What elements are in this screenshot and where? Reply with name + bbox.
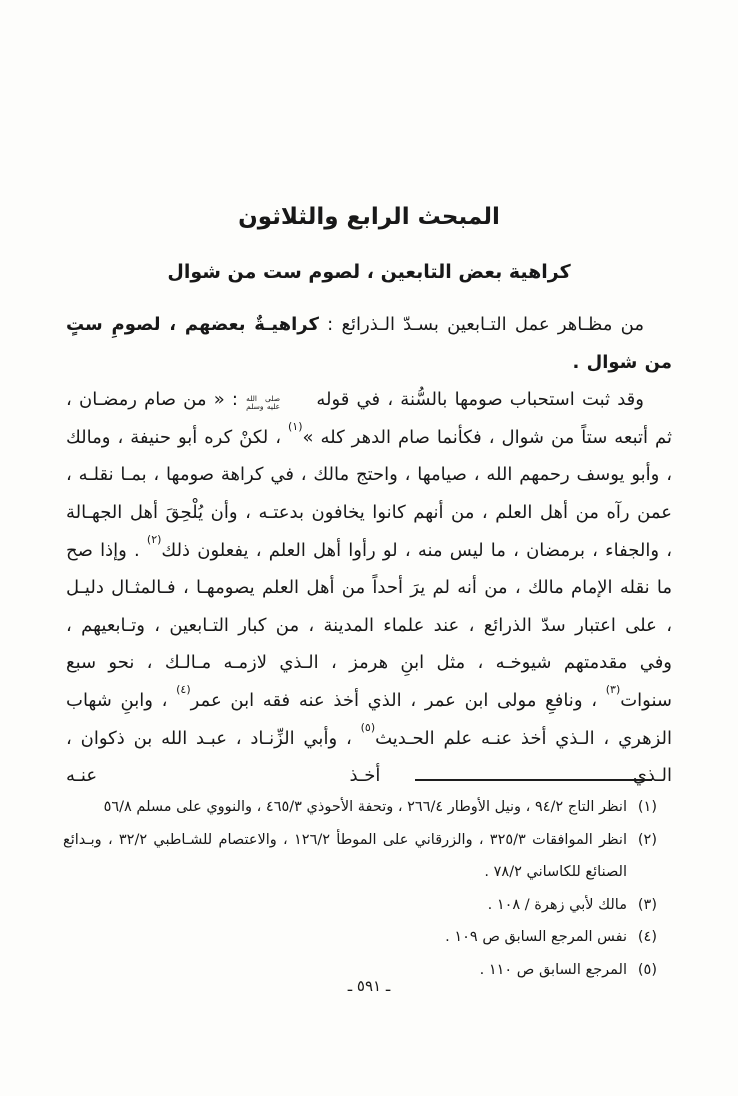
footnote-text: المرجع السابق ص ١١٠ . xyxy=(479,961,627,978)
main-text-1: وقد ثبت استحباب صومها بالسُّنة ، في قوله xyxy=(309,389,644,411)
intro-bold-text: كراهيـةٌ بعضهم ، لصومِ ستٍ من شوال . xyxy=(66,314,672,373)
main-text-2: : « من صام رمضـان ، ثم أتبعه ستاً من شوال ، فكأنما صام الدهر كله » xyxy=(66,389,672,448)
intro-text: من مظـاهر عمل التـابعين بسـدّ الـذرائع : xyxy=(318,314,644,335)
footnote-ref-2: (٢) xyxy=(146,532,162,546)
footnote-ref-1: (١) xyxy=(288,419,303,433)
footnote-row xyxy=(63,791,657,824)
chapter-title: المبحث الرابع والثلاثون xyxy=(238,204,500,230)
paragraph-intro xyxy=(66,306,672,381)
main-text-3: ، لكنْ كره أبو حنيفة ، ومالك ، وأبو يوسف رحمهم الله ، صيامها ، واحتج مالك ، في كراهة صومها ، بمـا نقلـه ، عمن رآه من أهل العلم ، من أنهم كانوا يخافون بدعتـه ، وأن يُلْحِقَ أهل الجهـالة ، والجفاء ، برمضان ، ما ليس منه ، لو رأوا أهل العلم ، يفعلون ذلك xyxy=(66,426,673,561)
main-text-6: ، وابنِ شهاب الزهري ، الـذي أخذ عنـه علم الحـديث xyxy=(66,689,672,749)
footnote-text: انظر الموافقات ٣٢٥/٣ ، والزرقاني على الموطأ ١٢٦/٢ ، والاعتصام للشـاطبي ٣٢/٢ ، وبـدائع الصنائع للكاساني ٧٨/٢ . xyxy=(63,831,627,880)
page-number: ـ ٥٩١ ـ xyxy=(347,977,391,995)
footnote-text: مالك لأبي زهرة / ١٠٨ . xyxy=(487,896,627,913)
body-text-block xyxy=(66,306,672,795)
saw-line-1: صلى الله xyxy=(246,394,281,404)
footnote-row xyxy=(63,921,657,954)
footnote-separator-line xyxy=(415,779,652,781)
footnote-text: انظر التاج ٩٤/٢ ، ونيل الأوطار ٢٦٦/٤ ، وتحفة الأحوذي ٤٦٥/٣ ، والنووي على مسلم ٥٦/٨ xyxy=(103,799,627,815)
footnote-ref-5: (٥) xyxy=(360,720,376,734)
footnote-marker: (٣) xyxy=(637,896,657,913)
footnote-ref-4: (٤) xyxy=(176,682,191,696)
main-text-5: ، ونافعِ مولى ابن عمر ، الذي أخذ عنه فقه ابن عمر xyxy=(190,689,606,711)
saw-line-2: عليه وسلم xyxy=(246,402,281,412)
footnote-marker: (٥) xyxy=(637,961,657,978)
main-text-4: . وإذا صح ما نقله الإمام مالك ، من أنه لم يرَ أحداً من أهل العلم يصومهـا ، فـالمثـال دليـل ، على اعتبار سدّ الذرائع ، عند علماء المدينة ، من كبار التـابعين ، وتـابعيهم ، وفي مقدمتهم شيوخـه ، مثل ابنِ هرمز ، الـذي لازمـه مـالـك ، نحو سبع سنوات xyxy=(66,539,672,711)
footnote-row xyxy=(63,824,657,889)
footnote-row xyxy=(63,889,657,922)
footnote-marker: (١) xyxy=(637,799,657,815)
sallallahu-alayhi-wasallam-icon xyxy=(246,395,308,411)
main-text-7: ، وأبي الزِّنـاد ، عبـد الله بن ذكوان ، الـذي أخـذ عنـه xyxy=(66,727,672,787)
footnotes-section xyxy=(63,791,657,986)
chapter-subtitle: كراهية بعض التابعين ، لصوم ست من شوال xyxy=(167,261,571,283)
footnote-text: نفس المرجع السابق ص ١٠٩ . xyxy=(445,929,627,945)
footnote-ref-3: (٣) xyxy=(605,682,621,696)
paragraph-main xyxy=(66,381,672,795)
footnote-marker: (٤) xyxy=(637,929,657,945)
footnote-marker: (٢) xyxy=(637,831,657,848)
